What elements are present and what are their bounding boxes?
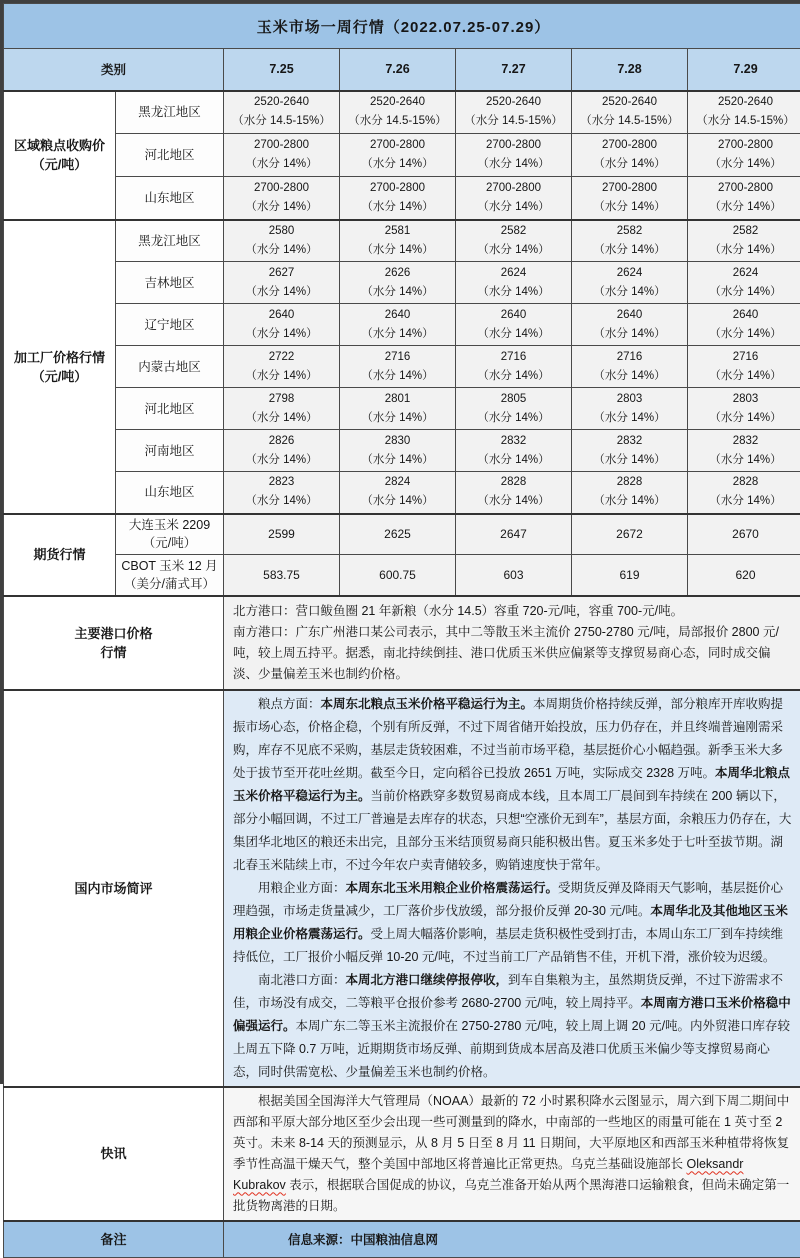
- price-cell: [688, 134, 800, 177]
- table-row: [4, 346, 800, 388]
- price-cell: [224, 346, 340, 388]
- price-cell: [224, 91, 340, 134]
- moisture-note: （水分 14%）: [458, 451, 569, 470]
- price-value: 2700-2800: [226, 136, 337, 155]
- moisture-note: （水分 14%）: [690, 325, 800, 344]
- price-value: 2700-2800: [226, 179, 337, 198]
- review-paragraph-enterprises: 用粮企业方面：本周东北玉米用粮企业价格震荡运行。受期货反弹及降雨天气影响，基层挺价心理趋强，市场走货量减少，工厂落价步伐放缓，部分报价反弹 20-30 元/吨。本周华北及其他地区玉米用粮企业价格震荡运行。受上周大幅落价影响，基层走货积极性受到打击，本周山东工厂到车持续维持低位，工厂报价小幅反弹 10-20 元/吨，不过当前工厂产品销售不佳，开机下滑，涨价较为迟缓。: [233, 877, 794, 969]
- price-cell: [688, 346, 800, 388]
- futures-value: 583.75: [224, 555, 340, 596]
- review-paragraph-ports: 南北港口方面：本周北方港口继续停报停收，到车自集粮为主，虽然期货反弹，不过下游需求不佳，市场没有成交，二等粮平仓报价参考 2680-2700 元/吨，较上周持平。本周南方港口玉米价格稳中偏强运行。本周广东二等玉米主流报价在 2750-2780 元/吨，较上周上调 20 元/吨。内外贸港口库存较上周五下降 0.7 万吨，近期期货市场反弹、前期到货成本居高及港口优质玉米偏少等支撑贸易商心态，同时供需宽松、少量偏差玉米也制约价格。: [233, 969, 794, 1084]
- contract-name: 大连玉米 2209: [118, 516, 221, 534]
- moisture-note: （水分 14%）: [458, 241, 569, 260]
- moisture-note: （水分 14%）: [458, 155, 569, 174]
- price-value: 2801: [342, 390, 453, 409]
- section-label-factory: [4, 220, 116, 514]
- table-row: [4, 91, 800, 134]
- contract-label: [116, 555, 224, 596]
- table-row: [4, 596, 800, 690]
- price-value: 2624: [574, 264, 685, 283]
- futures-value: 2625: [340, 514, 456, 555]
- price-value: 2520-2640: [342, 93, 453, 112]
- price-value: 2798: [226, 390, 337, 409]
- price-value: 2700-2800: [342, 136, 453, 155]
- review-paragraph-grain-points: 粮点方面：本周东北粮点玉米价格平稳运行为主。本周期货价格持续反弹，部分粮库开库收购提振市场心态，价格企稳，个别有所反弹，不过下周省储开始投放，压力仍存在，并且终端普遍刚需采购，库存不见底不采购，基层走货较困难，不过当前市场平稳，基层挺价心小幅趋强。新季玉米大多处于拔节至开花吐丝期。截至今日，定向稻谷已投放 2651 万吨，实际成交 2328 万吨。本周华北粮点玉米价格平稳运行为主。当前价格跌穿多数贸易商成本线，且本周工厂晨间到车持续在 200 辆以下，部分小幅回调，不过工厂普遍是去库存的状态，只想“空涨价无到车”，基层方面，余粮压力仍存在，大集团华北地区的粮还未出完，且部分玉米结顶贸易商只能积极出售。夏玉米多处于七叶至拔节期。湖北春玉米陆续上市，不过今年农户卖青储较多，购销速度快于常年。: [233, 693, 794, 877]
- moisture-note: （水分 14%）: [574, 198, 685, 217]
- section-title: 加工厂价格行情: [6, 348, 113, 367]
- price-cell: [340, 91, 456, 134]
- price-value: 2582: [574, 222, 685, 241]
- price-cell: [688, 472, 800, 514]
- price-cell: [688, 91, 800, 134]
- futures-value: 600.75: [340, 555, 456, 596]
- price-value: 2640: [342, 306, 453, 325]
- price-value: 2627: [226, 264, 337, 283]
- moisture-note: （水分 14%）: [574, 283, 685, 302]
- table-row: [4, 430, 800, 472]
- moisture-note: （水分 14%）: [574, 409, 685, 428]
- price-cell: [340, 304, 456, 346]
- section-label-futures: 期货行情: [4, 514, 116, 596]
- contract-unit: （元/吨）: [118, 534, 221, 552]
- moisture-note: （水分 14%）: [226, 492, 337, 511]
- moisture-note: （水分 14%）: [342, 409, 453, 428]
- price-cell: [688, 304, 800, 346]
- price-value: 2700-2800: [458, 179, 569, 198]
- moisture-note: （水分 14%）: [574, 325, 685, 344]
- contract-name: CBOT 玉米 12 月: [118, 557, 221, 575]
- north-port-line: 北方港口：营口鲅鱼圈 21 年新粮（水分 14.5）容重 720-元/吨，容重 700-元/吨。: [233, 601, 794, 622]
- price-value: 2640: [574, 306, 685, 325]
- contract-label: [116, 514, 224, 555]
- moisture-note: （水分 14%）: [226, 325, 337, 344]
- price-cell: [340, 472, 456, 514]
- table-row: [4, 472, 800, 514]
- region-label: 河南地区: [116, 430, 224, 472]
- price-cell: [224, 177, 340, 220]
- moisture-note: （水分 14%）: [690, 451, 800, 470]
- moisture-note: （水分 14.5-15%）: [342, 112, 453, 131]
- price-value: 2580: [226, 222, 337, 241]
- price-value: 2520-2640: [226, 93, 337, 112]
- moisture-note: （水分 14.5-15%）: [458, 112, 569, 131]
- table-row: [4, 690, 800, 1087]
- moisture-note: （水分 14%）: [458, 492, 569, 511]
- price-value: 2722: [226, 348, 337, 367]
- price-value: 2832: [690, 432, 800, 451]
- price-cell: [456, 304, 572, 346]
- price-cell: [340, 134, 456, 177]
- price-value: 2624: [690, 264, 800, 283]
- price-value: 2828: [574, 473, 685, 492]
- section-title: 区域粮点收购价: [6, 136, 113, 155]
- table-row: [4, 304, 800, 346]
- moisture-note: （水分 14%）: [342, 283, 453, 302]
- ports-summary: [224, 596, 800, 690]
- price-value: 2805: [458, 390, 569, 409]
- futures-value: 619: [572, 555, 688, 596]
- price-value: 2640: [226, 306, 337, 325]
- moisture-note: （水分 14%）: [226, 155, 337, 174]
- table-row: [4, 514, 800, 555]
- region-label: 河北地区: [116, 134, 224, 177]
- section-label-note: 备注: [4, 1221, 224, 1258]
- price-cell: [340, 220, 456, 262]
- price-cell: [340, 346, 456, 388]
- section-label-purchase: [4, 91, 116, 220]
- category-header: 类别: [4, 49, 224, 91]
- header-row: [4, 49, 800, 91]
- moisture-note: （水分 14%）: [690, 409, 800, 428]
- futures-value: 2670: [688, 514, 800, 555]
- price-cell: [340, 430, 456, 472]
- price-value: 2716: [458, 348, 569, 367]
- date-header: 7.29: [688, 49, 800, 91]
- region-label: 山东地区: [116, 472, 224, 514]
- price-value: 2520-2640: [574, 93, 685, 112]
- region-label: 山东地区: [116, 177, 224, 220]
- price-value: 2582: [458, 222, 569, 241]
- contract-unit: （美分/蒲式耳）: [118, 575, 221, 593]
- price-value: 2832: [574, 432, 685, 451]
- price-value: 2823: [226, 473, 337, 492]
- price-value: 2700-2800: [690, 136, 800, 155]
- moisture-note: （水分 14%）: [226, 198, 337, 217]
- moisture-note: （水分 14%）: [458, 367, 569, 386]
- moisture-note: （水分 14%）: [690, 283, 800, 302]
- price-value: 2803: [690, 390, 800, 409]
- price-value: 2582: [690, 222, 800, 241]
- south-port-line: 南方港口：广东广州港口某公司表示，其中二等散玉米主流价 2750-2780 元/吨，局部报价 2800 元/吨，较上周五持平。据悉，南北持续倒挂、港口优质玉米供应偏紧等支撑贸易商心态，同时成交偏淡、少量偏差玉米也制约价格。: [233, 622, 794, 685]
- price-value: 2626: [342, 264, 453, 283]
- moisture-note: （水分 14%）: [226, 283, 337, 302]
- price-value: 2700-2800: [690, 179, 800, 198]
- price-cell: [572, 388, 688, 430]
- table-row: [4, 1221, 800, 1258]
- moisture-note: （水分 14.5-15%）: [574, 112, 685, 131]
- moisture-note: （水分 14%）: [690, 492, 800, 511]
- price-value: 2640: [458, 306, 569, 325]
- price-cell: [340, 388, 456, 430]
- news-flash: [224, 1087, 800, 1221]
- price-cell: [456, 388, 572, 430]
- moisture-note: （水分 14%）: [690, 198, 800, 217]
- price-cell: [572, 430, 688, 472]
- price-cell: [688, 388, 800, 430]
- moisture-note: （水分 14%）: [458, 325, 569, 344]
- price-value: 2700-2800: [342, 179, 453, 198]
- moisture-note: （水分 14%）: [690, 367, 800, 386]
- table-row: [4, 134, 800, 177]
- table-row: [4, 1087, 800, 1221]
- source-text: 信息来源：中国粮油信息网: [288, 1233, 438, 1247]
- price-cell: [456, 346, 572, 388]
- price-cell: [456, 91, 572, 134]
- moisture-note: （水分 14%）: [342, 325, 453, 344]
- moisture-note: （水分 14.5-15%）: [690, 112, 800, 131]
- price-value: 2700-2800: [574, 136, 685, 155]
- moisture-note: （水分 14%）: [574, 451, 685, 470]
- price-cell: [456, 472, 572, 514]
- price-cell: [224, 304, 340, 346]
- price-cell: [456, 262, 572, 304]
- moisture-note: （水分 14.5-15%）: [226, 112, 337, 131]
- price-cell: [224, 220, 340, 262]
- moisture-note: （水分 14%）: [574, 155, 685, 174]
- moisture-note: （水分 14%）: [458, 283, 569, 302]
- note-content: [224, 1221, 800, 1258]
- region-label: 辽宁地区: [116, 304, 224, 346]
- moisture-note: （水分 14%）: [690, 155, 800, 174]
- table-row: [4, 262, 800, 304]
- price-cell: [688, 430, 800, 472]
- moisture-note: （水分 14%）: [226, 451, 337, 470]
- price-value: 2832: [458, 432, 569, 451]
- date-header: 7.27: [456, 49, 572, 91]
- table-row: [4, 388, 800, 430]
- price-cell: [688, 177, 800, 220]
- date-header: 7.28: [572, 49, 688, 91]
- price-value: 2716: [342, 348, 453, 367]
- price-value: 2824: [342, 473, 453, 492]
- futures-value: 603: [456, 555, 572, 596]
- price-cell: [224, 472, 340, 514]
- section-label-ports: 主要港口价格行情: [4, 596, 224, 690]
- price-cell: [688, 220, 800, 262]
- section-unit: （元/吨）: [6, 155, 113, 174]
- section-label-news: 快讯: [4, 1087, 224, 1221]
- section-label-review: 国内市场简评: [4, 690, 224, 1087]
- price-value: 2803: [574, 390, 685, 409]
- moisture-note: （水分 14%）: [342, 241, 453, 260]
- title-row: [4, 4, 800, 49]
- price-value: 2520-2640: [458, 93, 569, 112]
- moisture-note: （水分 14%）: [342, 367, 453, 386]
- price-cell: [456, 430, 572, 472]
- futures-value: 2647: [456, 514, 572, 555]
- price-value: 2520-2640: [690, 93, 800, 112]
- moisture-note: （水分 14%）: [458, 198, 569, 217]
- table-row: [4, 177, 800, 220]
- price-cell: [572, 472, 688, 514]
- price-cell: [572, 346, 688, 388]
- news-paragraph: 根据美国全国海洋大气管理局（NOAA）最新的 72 小时累积降水云图显示，周六到下周二期间中西部和平原大部分地区至少会出现一些可测量到的降水，中南部的一些地区的雨量可能在 1 英寸至 2 英寸。未来 8-14 天的预测显示，从 8 月 5 日至 8 月 11 日期间，大平原地区和西部玉米种植带将恢复季节性高温干燥天气，整个美国中部地区将普遍比正常更热。乌克兰基础设施部长 Oleksandr Kubrakov 表示，根据联合国促成的协议，乌克兰准备开始从两个黑海港口运输粮食，但尚未确定第一批货物离港的日期。: [233, 1091, 794, 1217]
- moisture-note: （水分 14%）: [574, 367, 685, 386]
- price-value: 2700-2800: [458, 136, 569, 155]
- moisture-note: （水分 14%）: [226, 241, 337, 260]
- moisture-note: （水分 14%）: [342, 155, 453, 174]
- price-cell: [456, 134, 572, 177]
- moisture-note: （水分 14%）: [226, 409, 337, 428]
- futures-value: 2672: [572, 514, 688, 555]
- region-label: 吉林地区: [116, 262, 224, 304]
- section-unit: （元/吨）: [6, 367, 113, 386]
- price-cell: [572, 304, 688, 346]
- region-label: 内蒙古地区: [116, 346, 224, 388]
- moisture-note: （水分 14%）: [458, 409, 569, 428]
- price-value: 2828: [690, 473, 800, 492]
- price-cell: [456, 220, 572, 262]
- price-value: 2826: [226, 432, 337, 451]
- price-value: 2624: [458, 264, 569, 283]
- region-label: 黑龙江地区: [116, 220, 224, 262]
- moisture-note: （水分 14%）: [342, 198, 453, 217]
- price-value: 2716: [574, 348, 685, 367]
- region-label: 黑龙江地区: [116, 91, 224, 134]
- moisture-note: （水分 14%）: [342, 451, 453, 470]
- price-cell: [224, 262, 340, 304]
- price-cell: [688, 262, 800, 304]
- date-header: 7.25: [224, 49, 340, 91]
- price-cell: [224, 388, 340, 430]
- price-cell: [224, 134, 340, 177]
- price-cell: [572, 262, 688, 304]
- price-value: 2716: [690, 348, 800, 367]
- table-row: [4, 220, 800, 262]
- region-label: 河北地区: [116, 388, 224, 430]
- futures-value: 620: [688, 555, 800, 596]
- moisture-note: （水分 14%）: [690, 241, 800, 260]
- price-value: 2581: [342, 222, 453, 241]
- moisture-note: （水分 14%）: [226, 367, 337, 386]
- price-cell: [572, 220, 688, 262]
- moisture-note: （水分 14%）: [574, 241, 685, 260]
- price-value: 2830: [342, 432, 453, 451]
- price-value: 2828: [458, 473, 569, 492]
- price-cell: [340, 262, 456, 304]
- market-table: [3, 3, 800, 1258]
- price-cell: [572, 134, 688, 177]
- price-cell: [572, 177, 688, 220]
- price-cell: [572, 91, 688, 134]
- price-cell: [456, 177, 572, 220]
- futures-value: 2599: [224, 514, 340, 555]
- price-cell: [340, 177, 456, 220]
- price-value: 2640: [690, 306, 800, 325]
- moisture-note: （水分 14%）: [342, 492, 453, 511]
- table-row: [4, 555, 800, 596]
- price-cell: [224, 430, 340, 472]
- price-value: 2700-2800: [574, 179, 685, 198]
- page-title: 玉米市场一周行情（2022.07.25-07.29）: [4, 4, 800, 49]
- moisture-note: （水分 14%）: [574, 492, 685, 511]
- market-review: [224, 690, 800, 1087]
- date-header: 7.26: [340, 49, 456, 91]
